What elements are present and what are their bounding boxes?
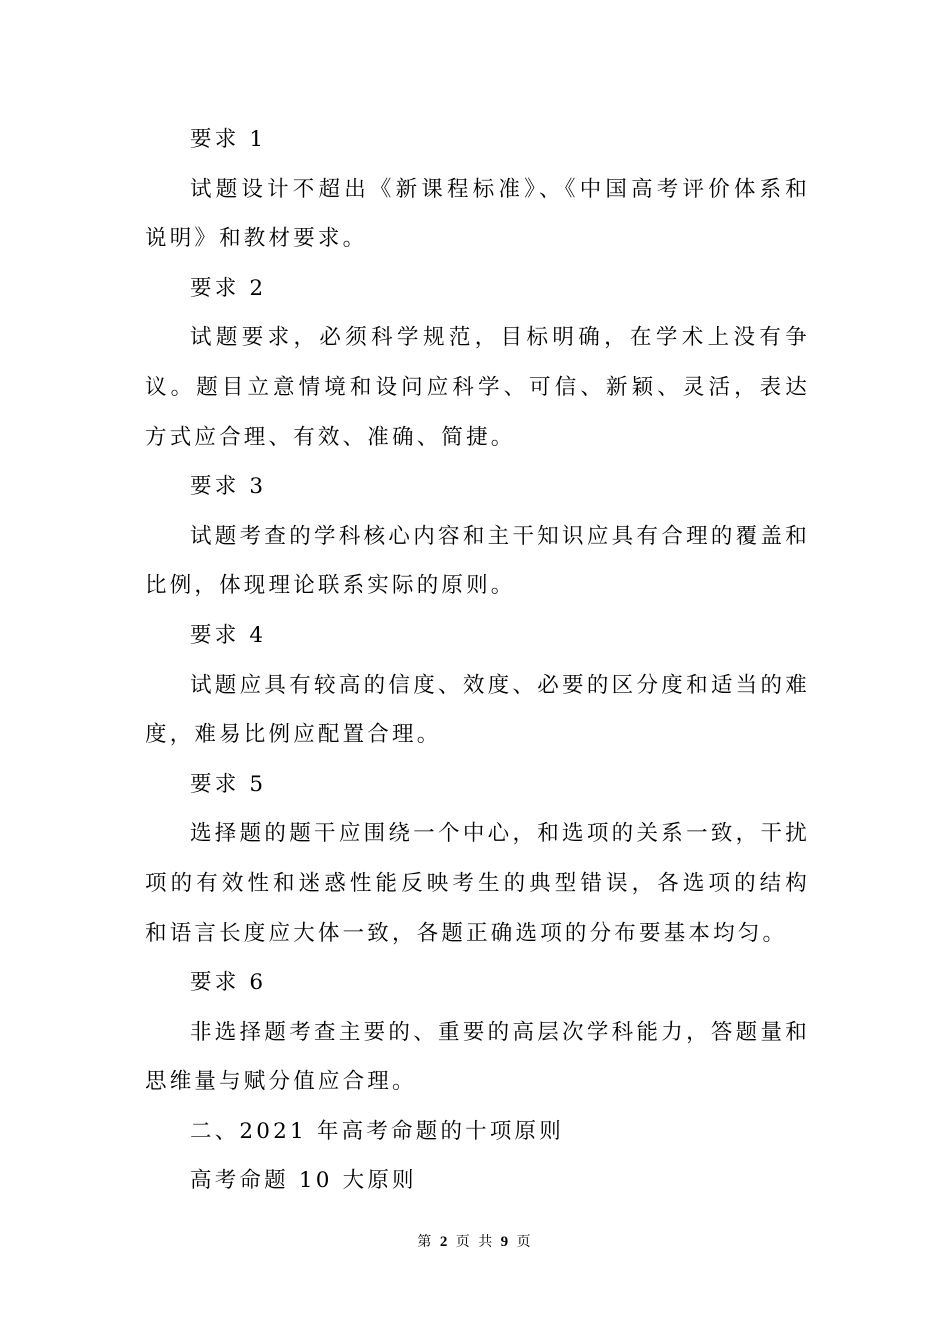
paragraph-requirement-1: 试题设计不超出《新课程标准》、《中国高考评价体系和说明》和教材要求。: [145, 176, 810, 252]
heading-requirement-5: 要求 5: [190, 771, 267, 797]
heading-requirement-3: 要求 3: [190, 474, 267, 500]
paragraph-requirement-5: 选择题的题干应围绕一个中心，和选项的关系一致，干扰项的有效性和迷惑性能反映考生的典型错误，各选项的结构和语言长度应大体一致，各题正确选项的分布要基本均匀。: [145, 821, 810, 946]
heading-requirement-1: 要求 1: [190, 127, 267, 152]
page-footer: [0, 1231, 950, 1251]
paragraph-requirement-6: 非选择题考查主要的、重要的高层次学科能力，答题量和思维量与赋分值应合理。: [145, 1019, 810, 1095]
section-heading-principles: 二、2021 年高考命题的十项原则: [190, 1118, 564, 1144]
heading-requirement-2: 要求 2: [190, 275, 267, 301]
paragraph-requirement-2: 试题要求，必须科学规范，目标明确，在学术上没有争议。题目立意情境和设问应科学、可信、新颖、灵活，表达方式应合理、有效、准确、简捷。: [145, 325, 810, 450]
heading-requirement-4: 要求 4: [190, 622, 267, 648]
footer-total-pages: 9: [500, 1234, 511, 1250]
footer-middle: 页 共: [449, 1234, 501, 1250]
paragraph-requirement-3: 试题考查的学科核心内容和主干知识应具有合理的覆盖和比例，体现理论联系实际的原则。: [145, 523, 810, 599]
footer-prefix: 第: [417, 1234, 440, 1250]
subheading-ten-principles: 高考命题 10 大原则: [190, 1168, 417, 1194]
footer-suffix: 页: [510, 1234, 533, 1250]
paragraph-requirement-4: 试题应具有较高的信度、效度、必要的区分度和适当的难度，难易比例应配置合理。: [145, 672, 810, 748]
document-body: [145, 115, 810, 1206]
footer-current-page: 2: [439, 1234, 450, 1250]
heading-requirement-6: 要求 6: [190, 970, 267, 996]
